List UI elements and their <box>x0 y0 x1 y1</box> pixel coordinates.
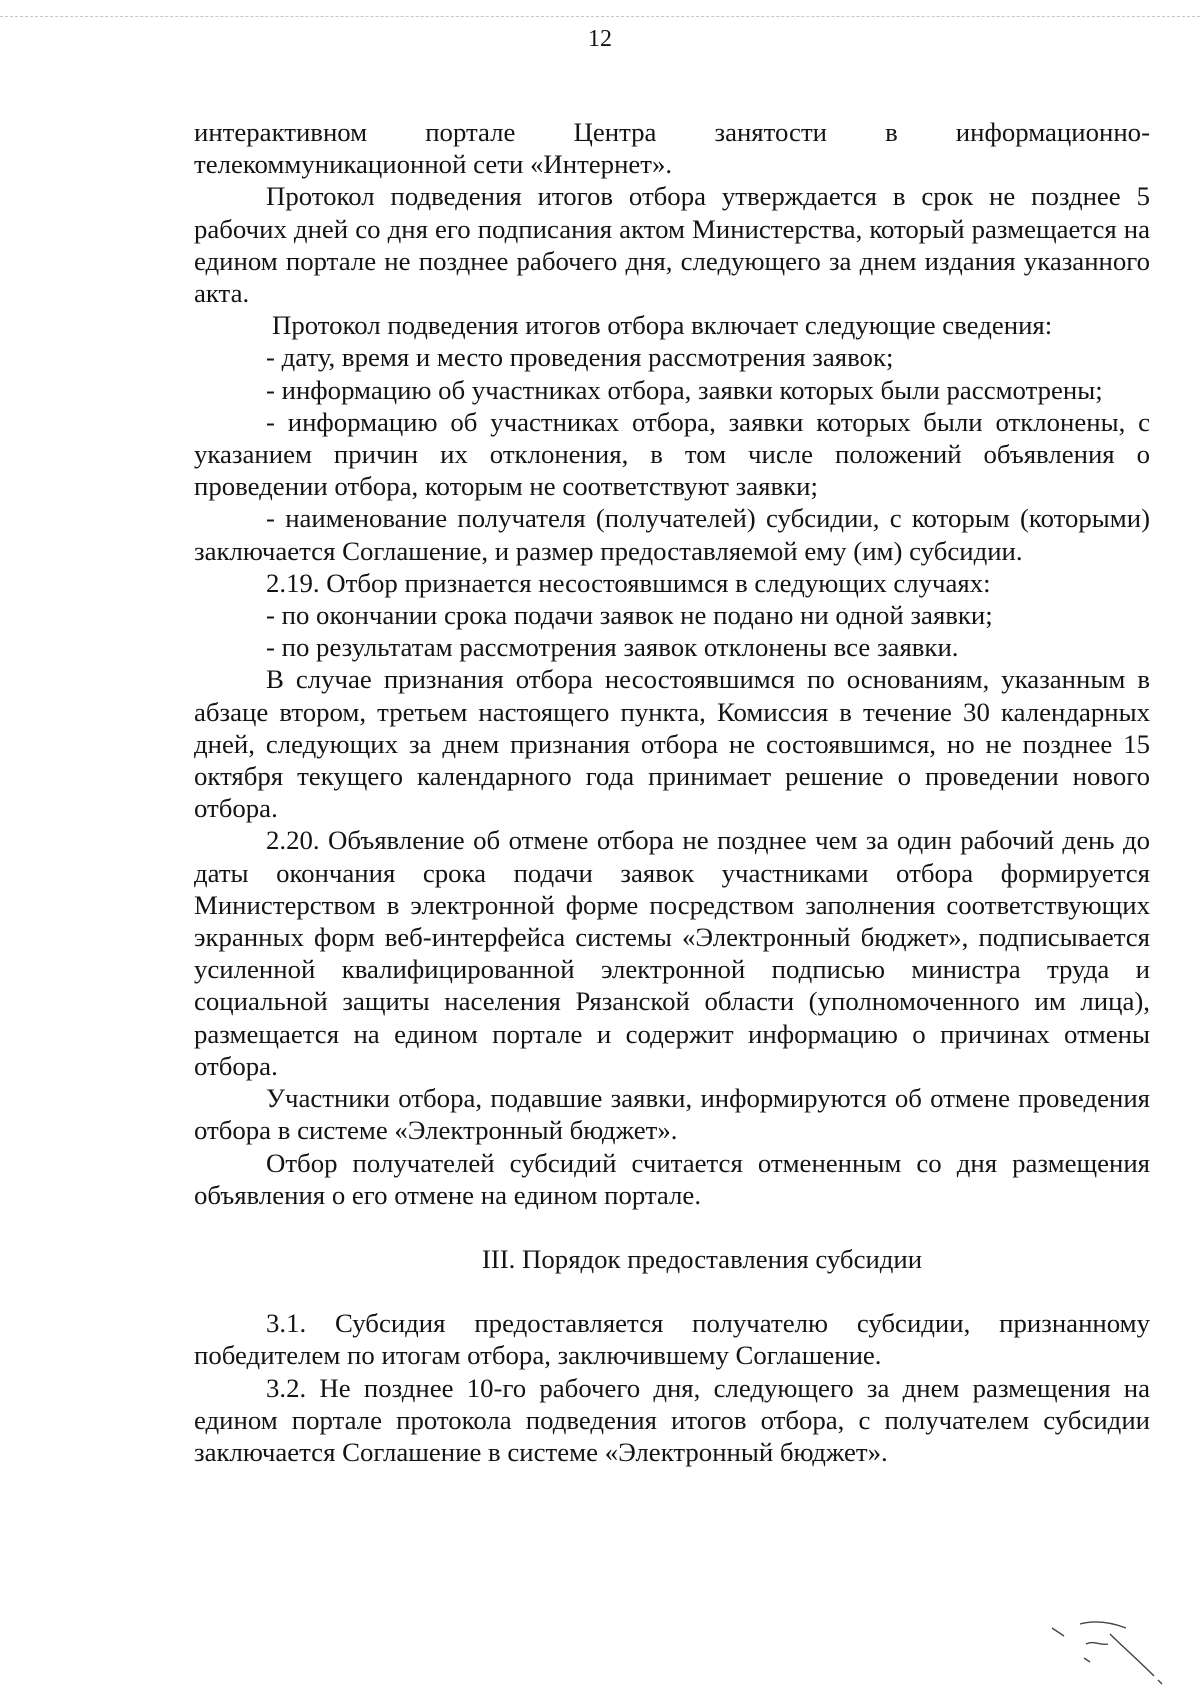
paragraph: Отбор получателей субсидий считается отмененным со дня размещения объявления о его отмене на едином портале. <box>194 1147 1150 1210</box>
paragraph: 2.19. Отбор признается несостоявшимся в следующих случаях: <box>266 567 991 598</box>
list-item: - по окончании срока подачи заявок не подано ни одной заявки; <box>266 600 993 631</box>
list-item: - наименование получателя (получателей) субсидии, с которым (которыми) заключается Соглашение, и размер предоставляемой ему (им) субсидии. <box>194 503 1150 566</box>
list-item: - информацию об участниках отбора, заявки которых были отклонены, с указанием причин их отклонения, в том числе положений объявления о проведении отбора, которым не соответствуют заявки; <box>194 406 1150 502</box>
paragraph: 3.1. Субсидия предоставляется получателю субсидии, признанному победителем по итогам отбора, заключившему Соглашение. <box>194 1308 1150 1371</box>
scan-edge-line <box>0 16 1200 17</box>
list-item: - по результатам рассмотрения заявок отклонены все заявки. <box>266 632 959 663</box>
list-item: - информацию об участниках отбора, заявки которых были рассмотрены; <box>266 374 1103 405</box>
page-number: 12 <box>588 26 612 52</box>
list-item: - дату, время и место проведения рассмотрения заявок; <box>266 342 894 373</box>
paragraph: В случае признания отбора несостоявшимся по основаниям, указанным в абзаце втором, третьем настоящего пункта, Комиссия в течение 30 календарных дней, следующих за днем признания отбора не состоявшимся, но не позднее 15 октября текущего календарного года принимает решение о проведении нового отбора. <box>194 664 1150 824</box>
paragraph: интерактивном портале Центра занятости в информационно-телекоммуникационной сети «Интернет». <box>194 117 1150 180</box>
paragraph: Протокол подведения итогов отбора утверждается в срок не позднее 5 рабочих дней со дня его подписания актом Министерства, который размещается на едином портале не позднее рабочего дня, следующего за днем издания указанного акта. <box>194 181 1150 309</box>
paragraph: 2.20. Объявление об отмене отбора не позднее чем за один рабочий день до даты окончания срока подачи заявок участниками отбора формируется Министерством в электронной форме посредством заполнения соответствующих экранных форм веб-интерфейса системы «Электронный бюджет», подписывается усиленной квалифицированной электронной подписью министра труда и социальной защиты населения Рязанской области (уполномоченного им лица), размещается на едином портале и содержит информацию о причинах отмены отбора. <box>194 825 1150 1081</box>
paragraph: Участники отбора, подавшие заявки, информируются об отмене проведения отбора в системе «Электронный бюджет». <box>194 1083 1150 1146</box>
paragraph: Протокол подведения итогов отбора включает следующие сведения: <box>272 310 1053 341</box>
paragraph: 3.2. Не позднее 10-го рабочего дня, следующего за днем размещения на едином портале протокола подведения итогов отбора, с получателем субсидии заключается Соглашение в системе «Электронный бюджет». <box>194 1372 1150 1467</box>
section-heading: III. Порядок предоставления субсидии <box>481 1243 923 1274</box>
initials-mark <box>1050 1618 1170 1688</box>
document-body <box>194 116 1150 1468</box>
